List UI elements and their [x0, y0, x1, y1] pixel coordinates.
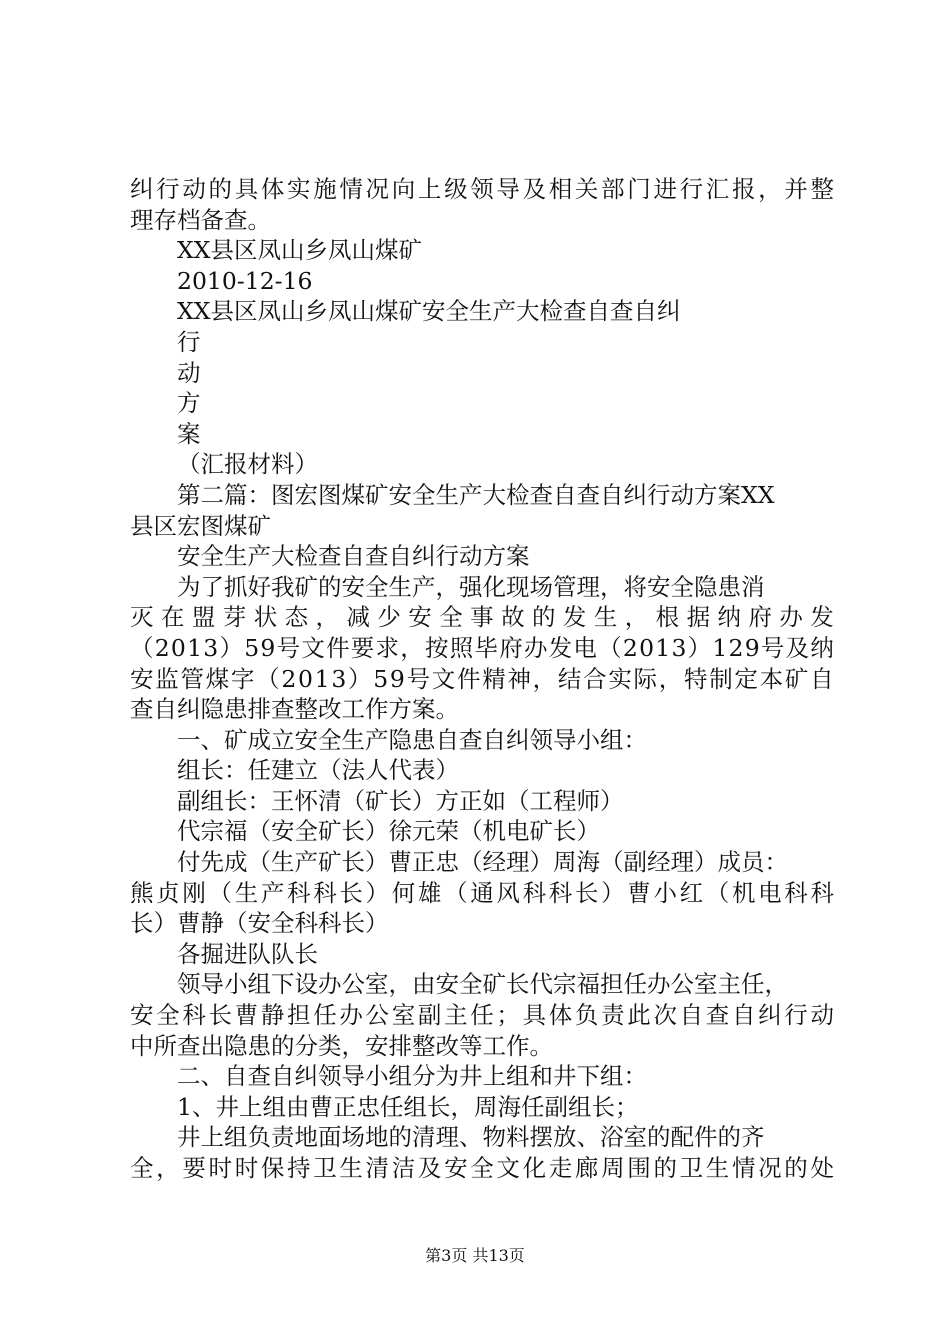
text-line: 纠 行 动 的 具 体 实 施 情 况 向 上 级 领 导 及 相 关 部 门 进 行 汇 报 ， 并 整 [130, 175, 834, 203]
text-line: 代宗福（安全矿长）徐元荣（机电矿长） [177, 817, 600, 846]
text-line: 县区宏图煤矿 [130, 511, 271, 540]
text-line: 第二篇：图宏图煤矿安全生产大检查自查自纠行动方案XX [177, 480, 775, 509]
text-line: 方 [177, 389, 201, 418]
document-body [130, 174, 834, 1184]
text-line: 组长：任建立（法人代表） [177, 756, 459, 785]
text-line: 各掘进队队长 [177, 939, 318, 968]
text-line: （汇报材料） [177, 450, 318, 479]
text-line: 安 监 管 煤 字 （ 2 0 1 3 ） 5 9 号 文 件 精 神 ， 结 合 实 际 ， 特 制 定 本 矿 自 [130, 664, 834, 693]
text-line: 理存档备查。 [130, 205, 271, 234]
text-line: 副组长：王怀清（矿长）方正如（工程师） [177, 786, 624, 815]
text-line: 2010-12-16 [177, 266, 313, 295]
text-line: 中所查出隐患的分类，安排整改等工作。 [130, 1031, 553, 1060]
text-line: 熊 贞 刚 （ 生 产 科 科 长 ） 何 雄 （ 通 风 科 科 长 ） 曹 小 红 （ 机 电 科 科 [130, 878, 834, 907]
text-line: 行 [177, 327, 201, 356]
text-line: XX县区凤山乡凤山煤矿安全生产大检查自查自纠 [177, 297, 681, 326]
text-line: 安 全 科 长 曹 静 担 任 办 公 室 副 主 任 ； 具 体 负 责 此 次 自 查 自 纠 行 动 [130, 1001, 834, 1030]
text-line: 查自纠隐患排查整改工作方案。 [130, 695, 459, 724]
text-line: 二、自查自纠领导小组分为井上组和井下组： [177, 1062, 647, 1091]
text-line: 动 [177, 358, 201, 387]
text-line: （ 2 0 1 3 ） 5 9 号 文 件 要 求 ， 按 照 毕 府 办 发 电 （ 2 0 1 3 ） 1 2 9 号 及 纳 [130, 633, 834, 662]
text-line: 为了抓好我矿的安全生产，强化现场管理，将安全隐患消 [177, 572, 765, 601]
text-line: 安全生产大检查自查自纠行动方案 [177, 542, 530, 571]
text-line: 长）曹静（安全科科长） [130, 909, 389, 938]
text-line: 1、井上组由曹正忠任组长，周海任副组长； [177, 1092, 639, 1121]
text-line: XX县区凤山乡凤山煤矿 [177, 236, 422, 265]
text-line: 全 ， 要 时 时 保 持 卫 生 清 洁 及 安 全 文 化 走 廊 周 围 的 卫 生 情 况 的 处 [130, 1154, 834, 1182]
text-line: 付先成（生产矿长）曹正忠（经理）周海（副经理）成员： [177, 848, 788, 877]
text-line: 案 [177, 419, 201, 448]
page-footer: 第3页 共13页 [425, 1246, 525, 1265]
text-line: 灭 在 盟 芽 状 态 ， 减 少 安 全 事 故 的 发 生 ， 根 据 纳 府 办 发 [130, 603, 834, 632]
text-line: 井上组负责地面场地的清理、物料摆放、浴室的配件的齐 [177, 1123, 765, 1152]
text-line: 领导小组下设办公室，由安全矿长代宗福担任办公室主任， [177, 970, 788, 999]
text-line: 一、矿成立安全生产隐患自查自纠领导小组： [177, 725, 647, 754]
